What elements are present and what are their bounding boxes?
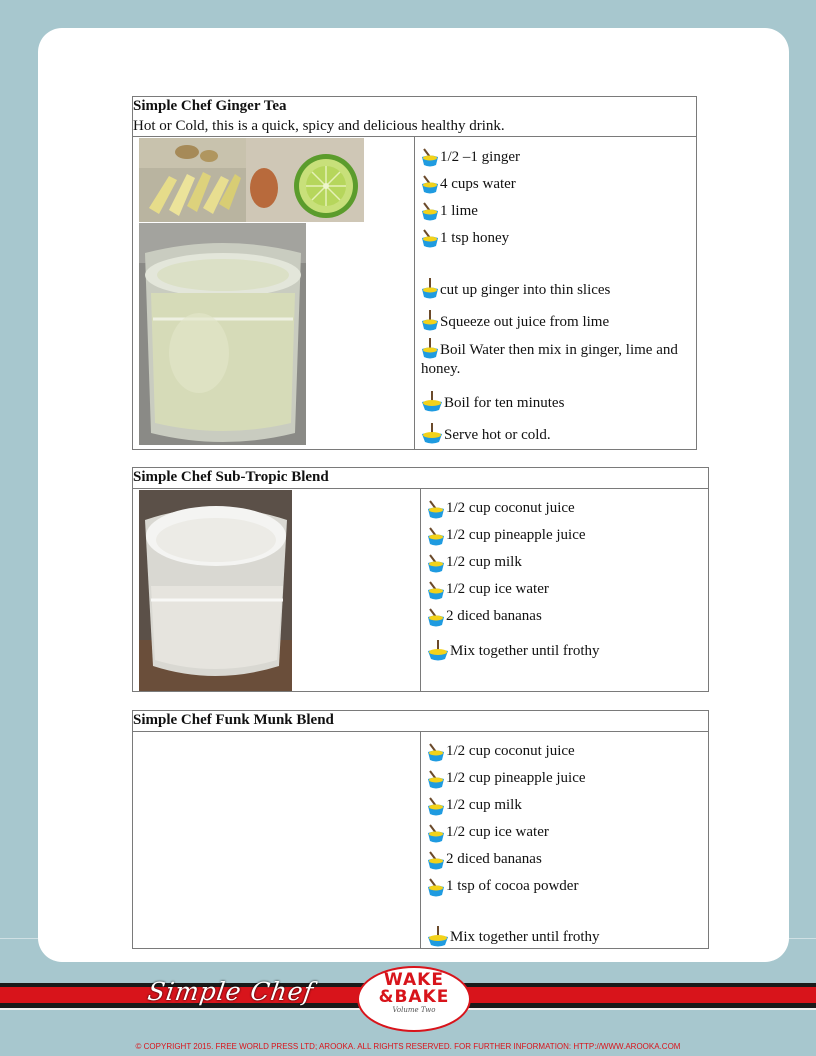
ingredient-text: 1/2 –1 ginger — [440, 148, 520, 165]
ingredient-item — [427, 844, 702, 871]
cup-icon — [427, 554, 445, 574]
ingredient-item — [421, 195, 690, 222]
step-item — [421, 379, 690, 413]
cup-icon — [427, 527, 445, 547]
cup-icon — [427, 608, 445, 628]
cup-icon — [421, 423, 443, 445]
recipe-header — [133, 97, 697, 137]
cup-icon — [421, 338, 439, 360]
ingredient-list — [415, 137, 696, 445]
recipe-title: Simple Chef Funk Munk Blend — [133, 712, 334, 728]
ingredient-text: 4 cups water — [440, 175, 516, 192]
wake-bake-logo — [357, 966, 471, 1032]
step-text: Squeeze out juice from lime — [440, 313, 610, 330]
recipe-card-sub-tropic-blend — [132, 467, 709, 692]
ingredient-item — [427, 736, 702, 763]
recipe-header — [133, 468, 709, 489]
ingredient-text: 2 diced bananas — [446, 851, 542, 867]
step-text: Mix together until frothy — [450, 643, 600, 659]
recipe-header — [133, 711, 709, 732]
step-text: Mix together until frothy — [450, 929, 600, 945]
step-item — [421, 338, 690, 379]
ingredient-item — [427, 817, 702, 844]
logo-line: WAKE — [384, 970, 444, 990]
ingredient-item — [427, 601, 702, 628]
cup-icon — [427, 581, 445, 601]
ingredient-list — [421, 732, 708, 948]
ingredient-text: 1/2 cup coconut juice — [446, 743, 575, 759]
ingredient-item — [427, 790, 702, 817]
ingredient-text: 1 lime — [440, 202, 478, 219]
step-item — [421, 266, 690, 300]
cup-icon — [427, 500, 445, 520]
ingredient-item — [427, 547, 702, 574]
cup-icon — [421, 202, 439, 222]
ingredient-text: 1/2 cup milk — [446, 554, 522, 570]
ingredient-item — [427, 574, 702, 601]
cup-icon — [427, 797, 445, 817]
cup-icon — [421, 175, 439, 195]
cup-icon — [427, 770, 445, 790]
ingredient-item — [427, 763, 702, 790]
instructions-cell — [415, 137, 697, 450]
lime-photo — [246, 138, 364, 222]
step-item — [427, 920, 702, 948]
photo-cell — [133, 488, 421, 691]
ingredient-text: 1/2 cup ice water — [446, 581, 549, 597]
ingredient-item — [427, 871, 702, 898]
sliced-ginger-photo — [139, 138, 246, 222]
step-text: cut up ginger into thin slices — [440, 281, 611, 298]
cup-icon — [421, 148, 439, 168]
ingredient-item — [427, 520, 702, 547]
step-text: Boil for ten minutes — [444, 394, 565, 411]
ingredient-text: 2 diced bananas — [446, 608, 542, 624]
logo-line: &BAKE — [378, 987, 450, 1007]
brand-name: Simple Chef — [145, 977, 316, 1006]
ingredient-text: 1 tsp honey — [440, 229, 510, 246]
ingredient-item — [421, 141, 690, 168]
step-text: Serve hot or cold. — [444, 426, 551, 443]
ingredient-list — [421, 489, 708, 662]
ingredient-text: 1/2 cup ice water — [446, 824, 549, 840]
ingredient-text: 1/2 cup coconut juice — [446, 500, 575, 516]
cup-icon — [427, 878, 445, 898]
cup-icon — [427, 743, 445, 763]
copyright-notice: © COPYRIGHT 2015. FREE WORLD PRESS LTD; AROOKA. ALL RIGHTS RESERVED. FOR FURTHER INFORMATION: HTTP://WWW.AROOKA.COM — [135, 1042, 681, 1051]
ingredient-text: 1 tsp of cocoa powder — [446, 878, 579, 894]
cup-icon — [427, 640, 449, 662]
recipe-description: Hot or Cold, this is a quick, spicy and delicious healthy drink. — [133, 117, 505, 134]
ingredient-text: 1/2 cup pineapple juice — [446, 527, 586, 543]
cup-icon — [427, 851, 445, 871]
cup-icon — [421, 278, 439, 300]
cup-icon — [421, 229, 439, 249]
recipe-card-ginger-tea — [132, 96, 697, 450]
instructions-cell — [421, 488, 709, 691]
photo-cell — [133, 731, 421, 948]
cup-icon — [421, 310, 439, 332]
recipe-card-funk-munk-blend — [132, 710, 709, 949]
divider — [789, 938, 816, 939]
ingredient-item — [421, 168, 690, 195]
ingredient-item — [427, 493, 702, 520]
ingredient-text: 1/2 cup pineapple juice — [446, 770, 586, 786]
sub-tropic-blend-photo — [139, 490, 292, 691]
ingredient-text: 1/2 cup milk — [446, 797, 522, 813]
cup-icon — [421, 391, 443, 413]
recipe-title: Simple Chef Sub-Tropic Blend — [133, 469, 329, 485]
divider — [0, 938, 38, 939]
cup-icon — [427, 824, 445, 844]
ginger-tea-cup-photo — [139, 223, 306, 445]
step-text: Boil Water then mix in ginger, lime and honey. — [421, 342, 678, 377]
instructions-cell — [421, 731, 709, 948]
step-item — [421, 413, 690, 445]
photo-cell — [133, 137, 415, 450]
recipe-title: Simple Chef Ginger Tea — [133, 98, 287, 114]
step-item — [427, 628, 702, 662]
step-item — [421, 300, 690, 332]
ingredient-item — [421, 222, 690, 249]
logo-line: Volume Two — [392, 1006, 436, 1014]
cup-icon — [427, 926, 449, 948]
